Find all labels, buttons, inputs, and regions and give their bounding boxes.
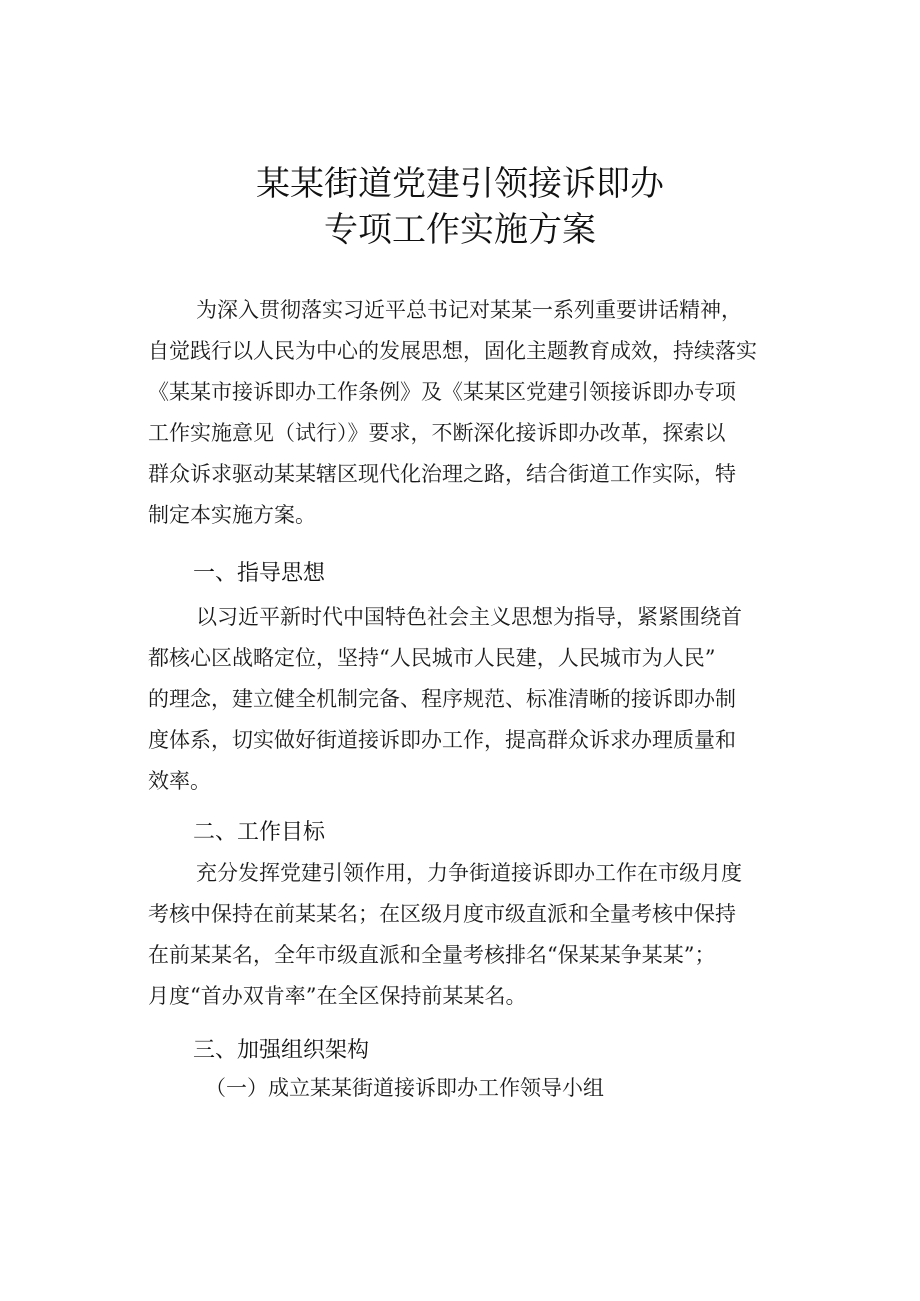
paragraph-line: 效率。 <box>148 769 211 793</box>
paragraph-line: 的理念，建立健全机制完备、程序规范、标准清晰的接诉即办制 <box>148 687 736 711</box>
paragraph-line: 月度“首办双肯率”在全区保持前某某名。 <box>148 984 527 1008</box>
paragraph-line: 在前某某名，全年市级直派和全量考核排名“保某某争某某”； <box>148 943 716 967</box>
paragraph-line: 都核心区战略定位，坚持“人民城市人民建，人民城市为人民” <box>148 646 716 670</box>
section-heading-guiding-ideology: 一、指导思想 <box>193 561 326 586</box>
paragraph-line: 为深入贯彻落实习近平总书记对某某一系列重要讲话精神， <box>196 298 742 322</box>
paragraph-line: 《某某市接诉即办工作条例》及《某某区党建引领接诉即办专项 <box>148 380 736 404</box>
paragraph-line: 以习近平新时代中国特色社会主义思想为指导，紧紧围绕首 <box>196 605 742 629</box>
section-heading-work-goals: 二、工作目标 <box>193 820 326 845</box>
guiding-ideology-paragraph <box>148 597 804 802</box>
paragraph-line: 制定本实施方案。 <box>148 503 316 527</box>
document-title-line-2: 专项工作实施方案 <box>324 210 596 250</box>
paragraph-line: 工作实施意见（试行）》要求，不断深化接诉即办改革，探索以 <box>148 421 726 445</box>
section-heading-organization: 三、加强组织架构 <box>193 1038 370 1063</box>
paragraph-line: 度体系，切实做好街道接诉即办工作，提高群众诉求办理质量和 <box>148 728 736 752</box>
paragraph-line: 充分发挥党建引领作用，力争街道接诉即办工作在市级月度 <box>196 861 742 885</box>
intro-paragraph <box>148 290 804 536</box>
work-goals-paragraph <box>148 853 804 1017</box>
paragraph-line: 群众诉求驱动某某辖区现代化治理之路，结合街道工作实际，特 <box>148 462 736 486</box>
document-title-line-1: 某某街道党建引领接诉即办 <box>256 164 664 204</box>
subsection-heading-leading-group: （一）成立某某街道接诉即办工作领导小组 <box>205 1076 604 1100</box>
paragraph-line: 自觉践行以人民为中心的发展思想，固化主题教育成效，持续落实 <box>148 339 757 363</box>
paragraph-line: 考核中保持在前某某名；在区级月度市级直派和全量考核中保持 <box>148 902 736 926</box>
